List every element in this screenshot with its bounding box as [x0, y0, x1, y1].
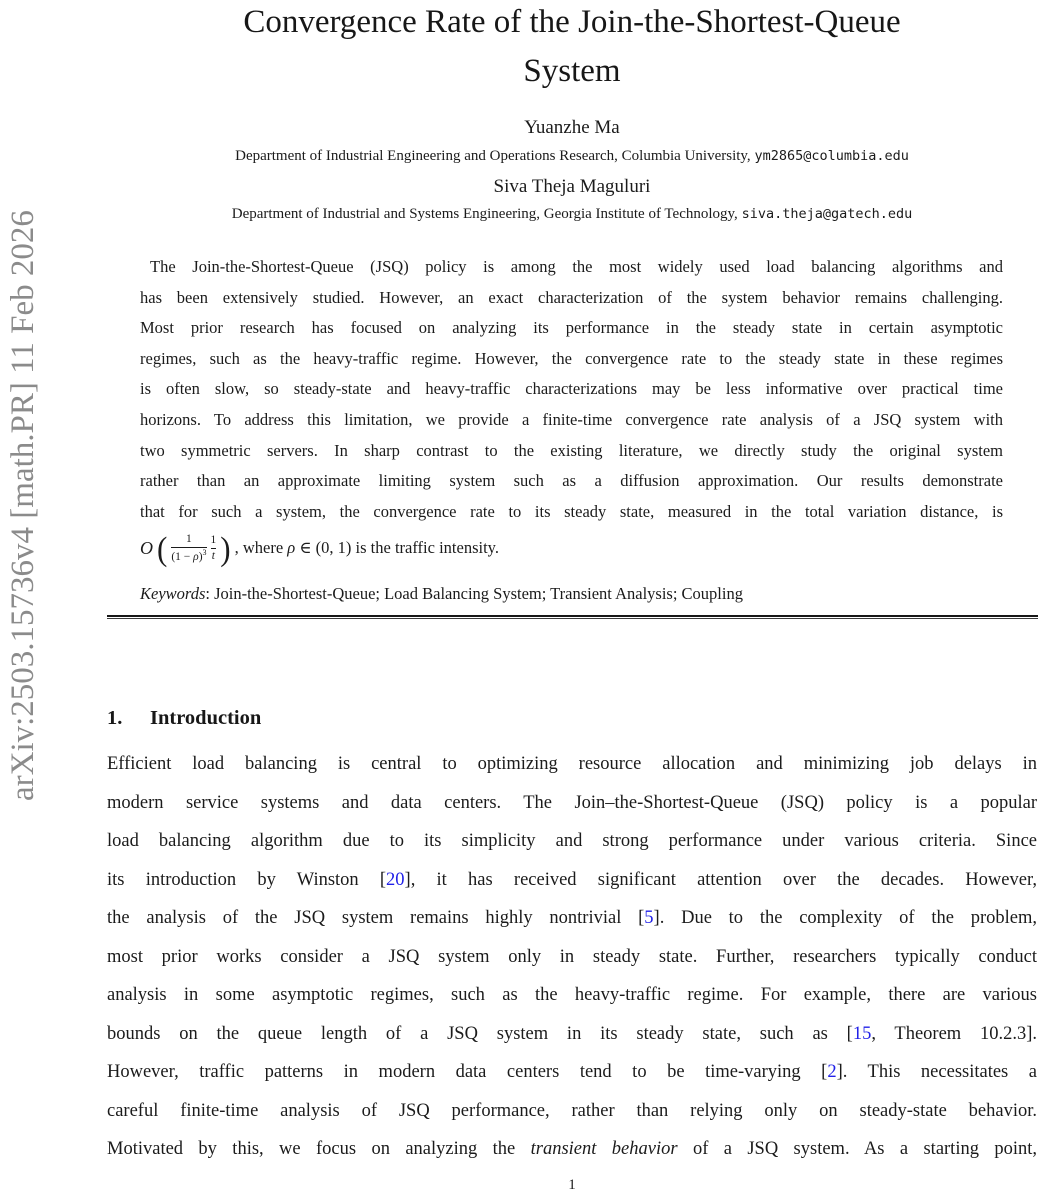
abstract-divider-rule — [107, 615, 1038, 619]
text-line — [140, 466, 1003, 497]
citation-link[interactable]: 15 — [852, 1023, 872, 1044]
text-segment: its introduction by Winston [ — [107, 869, 387, 890]
paper-title-line-2: System — [523, 53, 621, 89]
author-1-name: Yuanzhe Ma — [524, 117, 620, 138]
text-line — [140, 283, 1003, 314]
open-paren: ( — [157, 529, 168, 568]
author-1-affiliation-text: Department of Industrial Engineering and Operations Research, Columbia University, — [235, 148, 755, 164]
fraction-2-numerator: 1 — [210, 533, 217, 546]
author-2-email-link[interactable]: siva.theja@gatech.edu — [741, 206, 913, 222]
text-segment: ρ — [287, 538, 296, 558]
text-segment: Keywords — [140, 584, 206, 604]
section-title: Introduction — [150, 707, 262, 729]
fraction-1-denominator — [171, 548, 206, 565]
text-line — [107, 899, 1037, 938]
abstract-formula-line — [140, 527, 1003, 569]
text-segment: The Join-the-Shortest-Queue (JSQ) policy is among the most widely used load balancing algorithms and — [150, 257, 1003, 276]
text-segment: analysis in some asymptotic regimes, such as the heavy-traffic regime. For example, there are various — [107, 985, 1037, 1005]
arxiv-watermark: arXiv:2503.15736v4 [math.PR] 11 Feb 2026 — [5, 210, 41, 802]
text-segment: : Join-the-Shortest-Queue; Load Balancing System; Transient Analysis; Coupling — [205, 584, 743, 604]
text-segment: (1 − — [171, 550, 194, 563]
text-line — [140, 374, 1003, 405]
author-2-affiliation-text: Department of Industrial and Systems Engineering, Georgia Institute of Technology, — [231, 206, 742, 222]
text-segment: ) — [198, 550, 203, 563]
big-o-symbol: O — [140, 537, 153, 558]
section-heading — [107, 707, 261, 730]
text-segment: of a JSQ system. As a starting point, — [677, 1139, 1038, 1159]
fraction-1 — [171, 532, 206, 565]
text-segment: ]. This necessitates a — [836, 1062, 1037, 1082]
text-segment: However, traffic patterns in modern data centers tend to be time-varying [ — [107, 1062, 828, 1082]
text-segment: rather than an approximate limiting system such as a diffusion approximation. Our results demonstrate — [140, 471, 1003, 491]
text-line — [107, 1053, 1037, 1092]
introduction-body — [107, 745, 1037, 1169]
text-segment: the analysis of the JSQ system remains highly nontrivial [ — [107, 908, 645, 928]
text-line — [140, 344, 1003, 375]
citation-link[interactable]: 20 — [386, 869, 405, 890]
text-segment: that for such a system, the convergence rate to its steady state, measured in the total variation distance, is — [140, 501, 1003, 521]
text-line — [107, 784, 1037, 823]
fraction-1-denominator-base — [171, 551, 202, 563]
text-segment: ], it has received significant attention over the decades. However, — [404, 869, 1037, 890]
paper-title-line-1: Convergence Rate of the Join-the-Shortest-Queue — [243, 4, 901, 40]
author-1-affiliation — [107, 147, 1037, 166]
text-segment: t — [211, 549, 215, 562]
text-segment: is often slow, so steady-state and heavy-traffic characterizations may be less informative over practical time — [140, 379, 1003, 399]
text-segment: has been extensively studied. However, an exact characterization of the system behavior remains challenging. — [140, 287, 1003, 307]
text-segment: two symmetric servers. In sharp contrast to the existing literature, we directly study the original system — [140, 440, 1003, 460]
text-line — [107, 822, 1037, 861]
text-segment: , Theorem 10.2.3]. — [871, 1023, 1037, 1044]
fraction-1-numerator: 1 — [186, 532, 192, 545]
text-segment: transient behavior — [530, 1139, 678, 1159]
keywords-line — [140, 582, 1003, 606]
text-segment: horizons. To address this limitation, we provide a finite-time convergence rate analysis of a JSQ system with — [140, 409, 1003, 429]
abstract-block — [140, 252, 1003, 606]
text-segment: ∈ (0, 1) is the traffic intensity. — [295, 538, 499, 558]
text-line — [140, 436, 1003, 467]
section-number: 1. — [107, 707, 123, 729]
text-segment: careful finite-time analysis of JSQ performance, rather than relying only on steady-state behavior. — [107, 1100, 1037, 1121]
page-number: 1 — [568, 1177, 576, 1193]
text-segment: ρ — [193, 550, 199, 563]
text-line — [140, 252, 1003, 283]
text-segment: Motivated by this, we focus on analyzing the — [107, 1139, 531, 1159]
text-segment: modern service systems and data centers. The Join–the-Shortest-Queue (JSQ) policy is a popular — [107, 792, 1037, 813]
close-paren: ) — [220, 529, 231, 568]
formula-tail-text — [235, 538, 499, 558]
author-2-affiliation — [107, 205, 1037, 224]
fraction-1-denominator-exponent: 3 — [202, 547, 207, 557]
paper-title — [107, 0, 1037, 96]
text-segment: ]. Due to the complexity of the problem, — [653, 908, 1038, 928]
fraction-2-denominator — [212, 549, 215, 564]
text-line — [107, 745, 1037, 784]
text-line — [140, 313, 1003, 344]
text-line — [107, 1015, 1037, 1054]
author-2-name: Siva Theja Maguluri — [493, 176, 651, 197]
citation-link[interactable]: 5 — [644, 908, 654, 928]
text-segment: regimes, such as the heavy-traffic regime. However, the convergence rate to the steady state in these regimes — [140, 348, 1003, 368]
text-segment: Most prior research has focused on analyzing its performance in the steady state in certain asymptotic — [140, 318, 1003, 338]
author-1-email-link[interactable]: ym2865@columbia.edu — [754, 148, 909, 164]
text-line — [140, 497, 1003, 528]
text-segment: load balancing algorithm due to its simplicity and strong performance under various criteria. Since — [107, 831, 1037, 851]
text-line — [107, 938, 1037, 977]
abstract-lines — [140, 252, 1003, 527]
text-line — [140, 405, 1003, 436]
text-line — [107, 976, 1037, 1015]
text-segment: bounds on the queue length of a JSQ system in its steady state, such as [ — [107, 1023, 853, 1044]
citation-link[interactable]: 2 — [827, 1062, 837, 1082]
text-line — [107, 1092, 1037, 1131]
fraction-2 — [211, 533, 217, 564]
text-segment: Efficient load balancing is central to optimizing resource allocation and minimizing job delays in — [107, 754, 1037, 774]
text-line — [107, 1130, 1037, 1169]
text-segment: most prior works consider a JSQ system only in steady state. Further, researchers typically conduct — [107, 946, 1037, 967]
text-line — [107, 861, 1037, 900]
text-segment: , where — [234, 538, 288, 558]
